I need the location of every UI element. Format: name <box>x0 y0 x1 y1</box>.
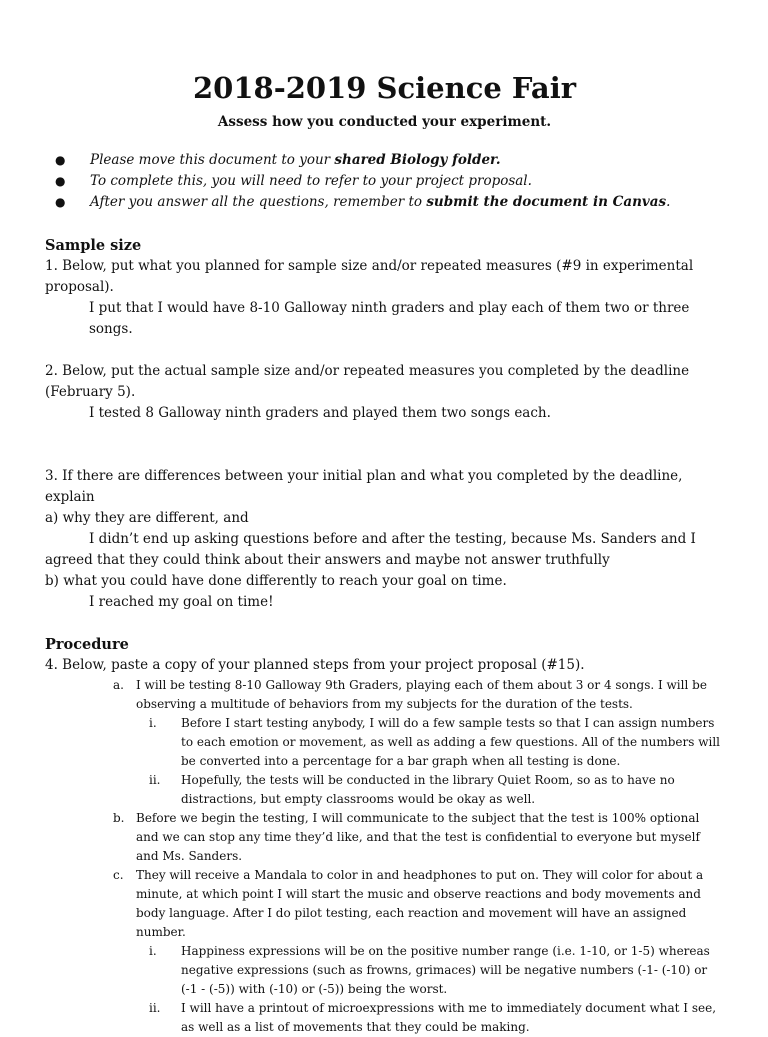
bullet-icon: ● <box>55 174 66 188</box>
step-subitem: ii. I will have a printout of microexpressions with me to immediately document what I see, as well as a list of movements that they could be making. <box>149 1001 717 1034</box>
question-2: 2. Below, put the actual sample size and/or repeated measures you completed by the deadline (February 5). <box>45 363 690 400</box>
question-4: 4. Below, paste a copy of your planned steps from your project proposal (#15). <box>45 657 585 673</box>
step-marker: ii. <box>149 1001 161 1015</box>
planned-steps-list <box>45 676 724 1037</box>
step-item: b. Before we begin the testing, I will communicate to the subject that the test is 100% optional and we can stop any time they’d like, and that the test is confidential to everyone but myself and Ms. Sanders. <box>113 811 700 863</box>
answer-2: I tested 8 Galloway ninth graders and played them two songs each. <box>89 405 551 421</box>
question-3: 3. If there are differences between your initial plan and what you completed by the deadline, explain <box>45 468 683 505</box>
page-subtitle: Assess how you conducted your experiment. <box>217 114 552 130</box>
step-marker: ii. <box>149 773 161 787</box>
instruction-item: ● Please move this document to your shared Biology folder. <box>45 150 724 171</box>
question-3a: a) why they are different, and <box>45 510 249 526</box>
step-marker: a. <box>113 678 124 692</box>
section-heading: Sample size <box>45 237 142 254</box>
step-marker: b. <box>113 811 125 825</box>
instruction-item: ● After you answer all the questions, remember to submit the document in Canvas. <box>45 192 724 213</box>
procedure-section <box>45 634 724 1037</box>
answer-3a: I didn’t end up asking questions before and after the testing, because Ms. Sanders and I agreed that they could think about their answers and maybe not answer truthfully <box>45 531 696 568</box>
question-3b: b) what you could have done differently to reach your goal on time. <box>45 573 507 589</box>
section-heading: Procedure <box>45 636 129 653</box>
bullet-icon: ● <box>55 195 66 209</box>
step-subitem: i. Before I start testing anybody, I will do a few sample tests so that I can assign numbers to each emotion or movement, as well as adding a few questions. All of the numbers will be converted into a percentage for a bar graph when all testing is done. <box>149 716 721 768</box>
page-title: 2018-2019 Science Fair <box>192 71 576 105</box>
step-item: c. They will receive a Mandala to color in and headphones to put on. They will color for about a minute, at which point I will start the music and observe reactions and body movements and body language. After I do pilot testing, each reaction and movement will have an assigned number. <box>113 868 704 939</box>
step-subitem: i. Happiness expressions will be on the positive number range (i.e. 1-10, or 1-5) whereas negative expressions (such as frowns, grimaces) will be negative numbers (-1- (-10) or (-1 - (-5)) with (-10) or (-5)) being the worst. <box>149 944 710 996</box>
instructions-list <box>45 150 724 213</box>
question-1: 1. Below, put what you planned for sample size and/or repeated measures (#9 in experimental proposal). <box>45 258 694 295</box>
answer-1: I put that I would have 8-10 Galloway ninth graders and play each of them two or three songs. <box>89 300 690 337</box>
step-marker: i. <box>149 716 157 730</box>
step-marker: c. <box>113 868 124 882</box>
bullet-icon: ● <box>55 153 66 167</box>
answer-3b: I reached my goal on time! <box>89 594 274 610</box>
sample-size-section <box>45 235 724 634</box>
instruction-item: ● To complete this, you will need to refer to your project proposal. <box>45 171 724 192</box>
step-subitem: ii. Hopefully, the tests will be conducted in the library Quiet Room, so as to have no distractions, but empty classrooms would be okay as well. <box>149 773 675 806</box>
step-marker: i. <box>149 944 157 958</box>
step-item: a. I will be testing 8-10 Galloway 9th Graders, playing each of them about 3 or 4 songs. I will be observing a multitude of behaviors from my subjects for the duration of the tests. <box>113 678 707 711</box>
